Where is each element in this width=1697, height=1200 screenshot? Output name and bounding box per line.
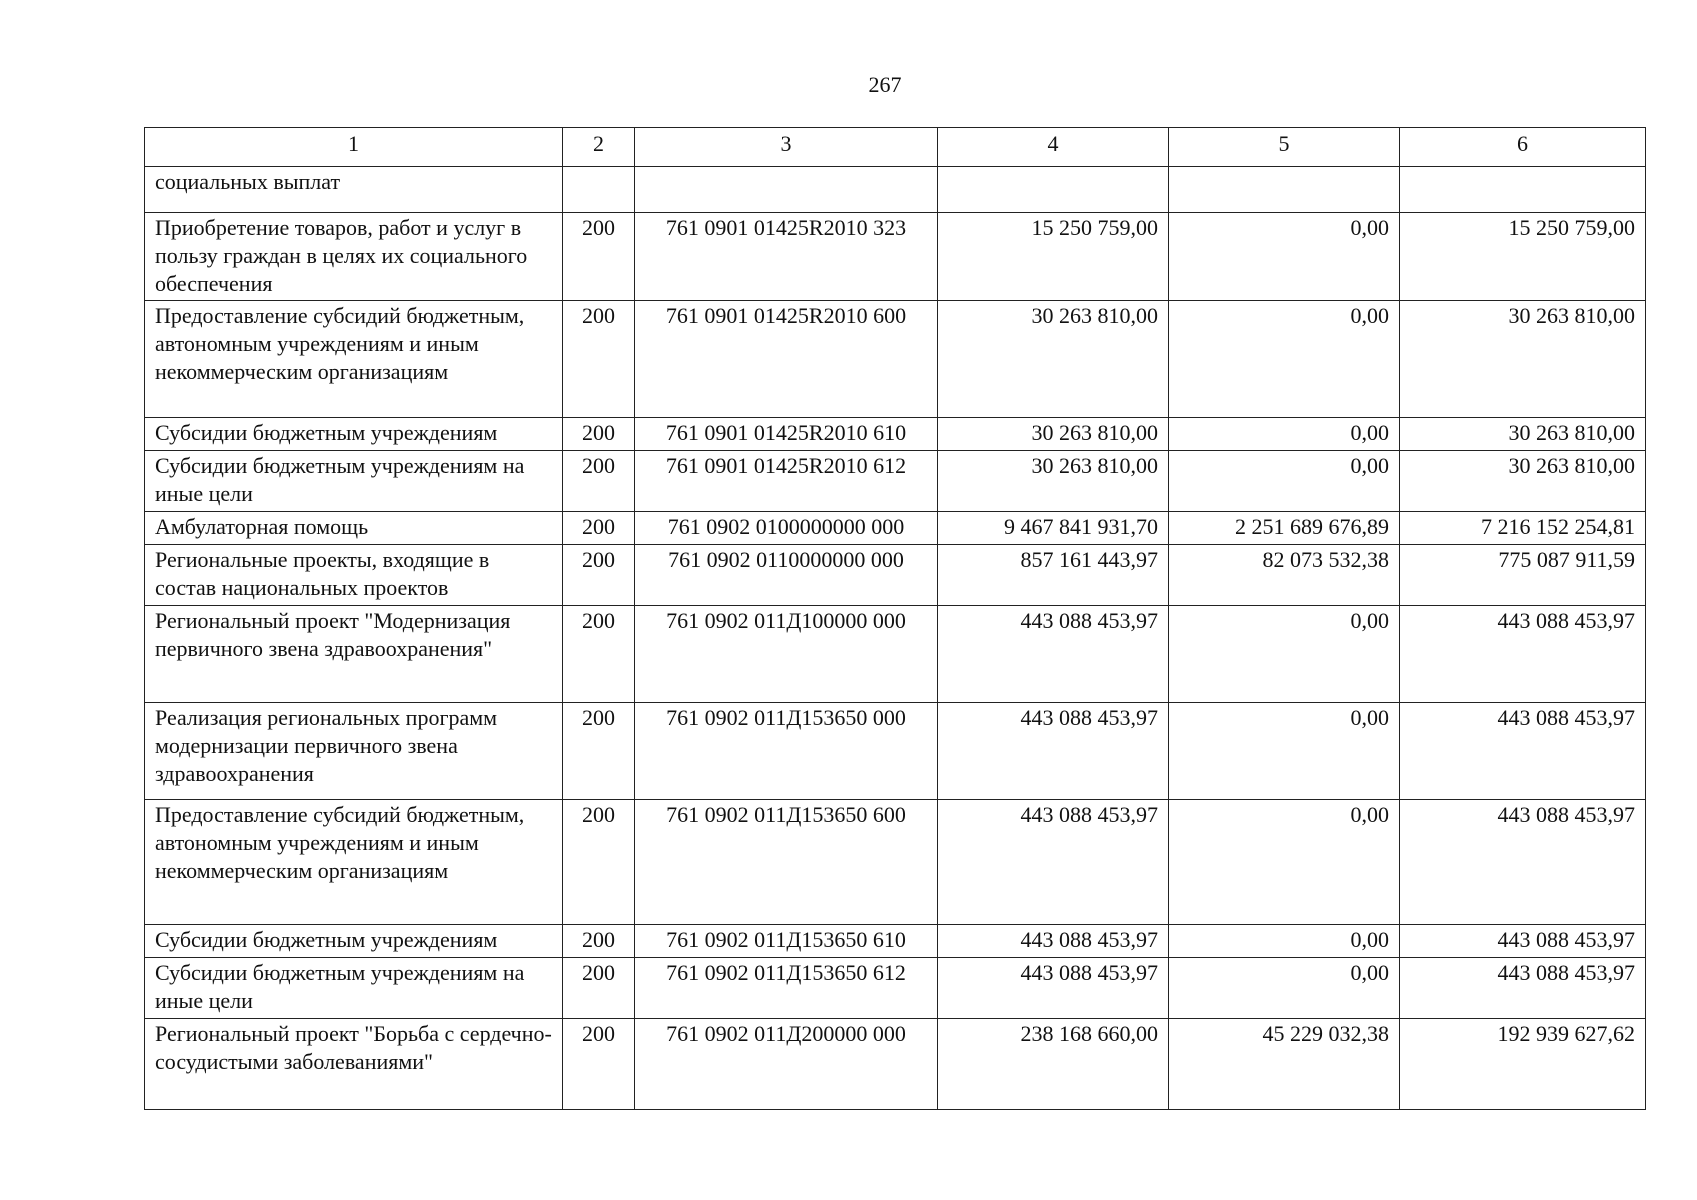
row-col5-cell (1169, 167, 1400, 213)
row-code-cell: 761 0901 01425R2010 612 (635, 451, 938, 512)
column-header: 5 (1169, 128, 1400, 167)
row-col5-cell: 2 251 689 676,89 (1169, 512, 1400, 545)
row-grbs-cell: 200 (563, 925, 635, 958)
row-col5-cell: 0,00 (1169, 451, 1400, 512)
row-col4-cell: 9 467 841 931,70 (938, 512, 1169, 545)
row-col6-cell: 30 263 810,00 (1400, 418, 1646, 451)
row-col4-cell (938, 167, 1169, 213)
row-col5-cell: 0,00 (1169, 213, 1400, 301)
column-header: 3 (635, 128, 938, 167)
row-grbs-cell: 200 (563, 418, 635, 451)
row-grbs-cell: 200 (563, 512, 635, 545)
page-number: 267 (868, 72, 902, 97)
row-grbs-cell: 200 (563, 958, 635, 1019)
row-code-cell: 761 0902 0110000000 000 (635, 545, 938, 606)
row-grbs-cell: 200 (563, 800, 635, 925)
table-row (145, 1019, 1646, 1110)
row-col5-cell: 0,00 (1169, 606, 1400, 703)
row-grbs-cell: 200 (563, 451, 635, 512)
row-code-cell: 761 0902 011Д200000 000 (635, 1019, 938, 1110)
table-row (145, 512, 1646, 545)
table-row (145, 301, 1646, 418)
column-header: 2 (563, 128, 635, 167)
row-grbs-cell: 200 (563, 1019, 635, 1110)
row-code-cell: 761 0902 011Д153650 600 (635, 800, 938, 925)
row-code-cell (635, 167, 938, 213)
row-name-cell: Субсидии бюджетным учреждениям (145, 925, 563, 958)
row-name-cell: социальных выплат (145, 167, 563, 213)
row-code-cell: 761 0902 011Д153650 000 (635, 703, 938, 800)
table-row (145, 418, 1646, 451)
row-code-cell: 761 0901 01425R2010 323 (635, 213, 938, 301)
table-row (145, 703, 1646, 800)
row-name-cell: Субсидии бюджетным учреждениям на иные цели (145, 451, 563, 512)
row-col4-cell: 443 088 453,97 (938, 958, 1169, 1019)
row-col5-cell: 45 229 032,38 (1169, 1019, 1400, 1110)
row-code-cell: 761 0902 011Д153650 612 (635, 958, 938, 1019)
row-name-cell: Региональные проекты, входящие в состав национальных проектов (145, 545, 563, 606)
table-row (145, 800, 1646, 925)
row-col4-cell: 30 263 810,00 (938, 301, 1169, 418)
row-col5-cell: 0,00 (1169, 958, 1400, 1019)
row-grbs-cell: 200 (563, 703, 635, 800)
row-code-cell: 761 0902 0100000000 000 (635, 512, 938, 545)
row-col4-cell: 15 250 759,00 (938, 213, 1169, 301)
row-col5-cell: 82 073 532,38 (1169, 545, 1400, 606)
row-col6-cell: 443 088 453,97 (1400, 800, 1646, 925)
row-name-cell: Региональный проект "Модернизация первичного звена здравоохранения" (145, 606, 563, 703)
row-col4-cell: 238 168 660,00 (938, 1019, 1169, 1110)
row-name-cell: Амбулаторная помощь (145, 512, 563, 545)
table-row (145, 451, 1646, 512)
row-col6-cell: 30 263 810,00 (1400, 451, 1646, 512)
budget-table (144, 127, 1646, 1110)
header-row (145, 128, 1646, 167)
row-col6-cell: 30 263 810,00 (1400, 301, 1646, 418)
row-grbs-cell: 200 (563, 301, 635, 418)
column-header: 4 (938, 128, 1169, 167)
table-row (145, 606, 1646, 703)
row-grbs-cell: 200 (563, 213, 635, 301)
row-col5-cell: 0,00 (1169, 800, 1400, 925)
row-code-cell: 761 0901 01425R2010 600 (635, 301, 938, 418)
row-col4-cell: 30 263 810,00 (938, 451, 1169, 512)
row-col6-cell: 443 088 453,97 (1400, 925, 1646, 958)
column-header: 6 (1400, 128, 1646, 167)
row-code-cell: 761 0901 01425R2010 610 (635, 418, 938, 451)
row-col6-cell: 7 216 152 254,81 (1400, 512, 1646, 545)
table-row (145, 545, 1646, 606)
row-code-cell: 761 0902 011Д100000 000 (635, 606, 938, 703)
row-col5-cell: 0,00 (1169, 418, 1400, 451)
row-col4-cell: 443 088 453,97 (938, 925, 1169, 958)
row-name-cell: Субсидии бюджетным учреждениям (145, 418, 563, 451)
row-name-cell: Субсидии бюджетным учреждениям на иные цели (145, 958, 563, 1019)
row-col5-cell: 0,00 (1169, 703, 1400, 800)
row-name-cell: Приобретение товаров, работ и услуг в пользу граждан в целях их социального обеспечения (145, 213, 563, 301)
row-col6-cell: 443 088 453,97 (1400, 606, 1646, 703)
row-col6-cell: 443 088 453,97 (1400, 958, 1646, 1019)
row-name-cell: Реализация региональных программ модернизации первичного звена здравоохранения (145, 703, 563, 800)
row-grbs-cell: 200 (563, 606, 635, 703)
column-header: 1 (145, 128, 563, 167)
table-row (145, 958, 1646, 1019)
row-col4-cell: 443 088 453,97 (938, 703, 1169, 800)
row-col4-cell: 443 088 453,97 (938, 606, 1169, 703)
row-col5-cell: 0,00 (1169, 301, 1400, 418)
row-col6-cell: 775 087 911,59 (1400, 545, 1646, 606)
row-col4-cell: 857 161 443,97 (938, 545, 1169, 606)
row-name-cell: Предоставление субсидий бюджетным, автономным учреждениям и иным некоммерческим организациям (145, 301, 563, 418)
row-col4-cell: 443 088 453,97 (938, 800, 1169, 925)
row-col6-cell: 443 088 453,97 (1400, 703, 1646, 800)
row-col5-cell: 0,00 (1169, 925, 1400, 958)
row-col6-cell (1400, 167, 1646, 213)
table-row (145, 925, 1646, 958)
row-grbs-cell: 200 (563, 545, 635, 606)
row-col4-cell: 30 263 810,00 (938, 418, 1169, 451)
row-name-cell: Предоставление субсидий бюджетным, автономным учреждениям и иным некоммерческим организациям (145, 800, 563, 925)
row-col6-cell: 192 939 627,62 (1400, 1019, 1646, 1110)
table-row (145, 167, 1646, 213)
table-row (145, 213, 1646, 301)
row-grbs-cell (563, 167, 635, 213)
row-col6-cell: 15 250 759,00 (1400, 213, 1646, 301)
row-code-cell: 761 0902 011Д153650 610 (635, 925, 938, 958)
row-name-cell: Региональный проект "Борьба с сердечно-сосудистыми заболеваниями" (145, 1019, 563, 1110)
